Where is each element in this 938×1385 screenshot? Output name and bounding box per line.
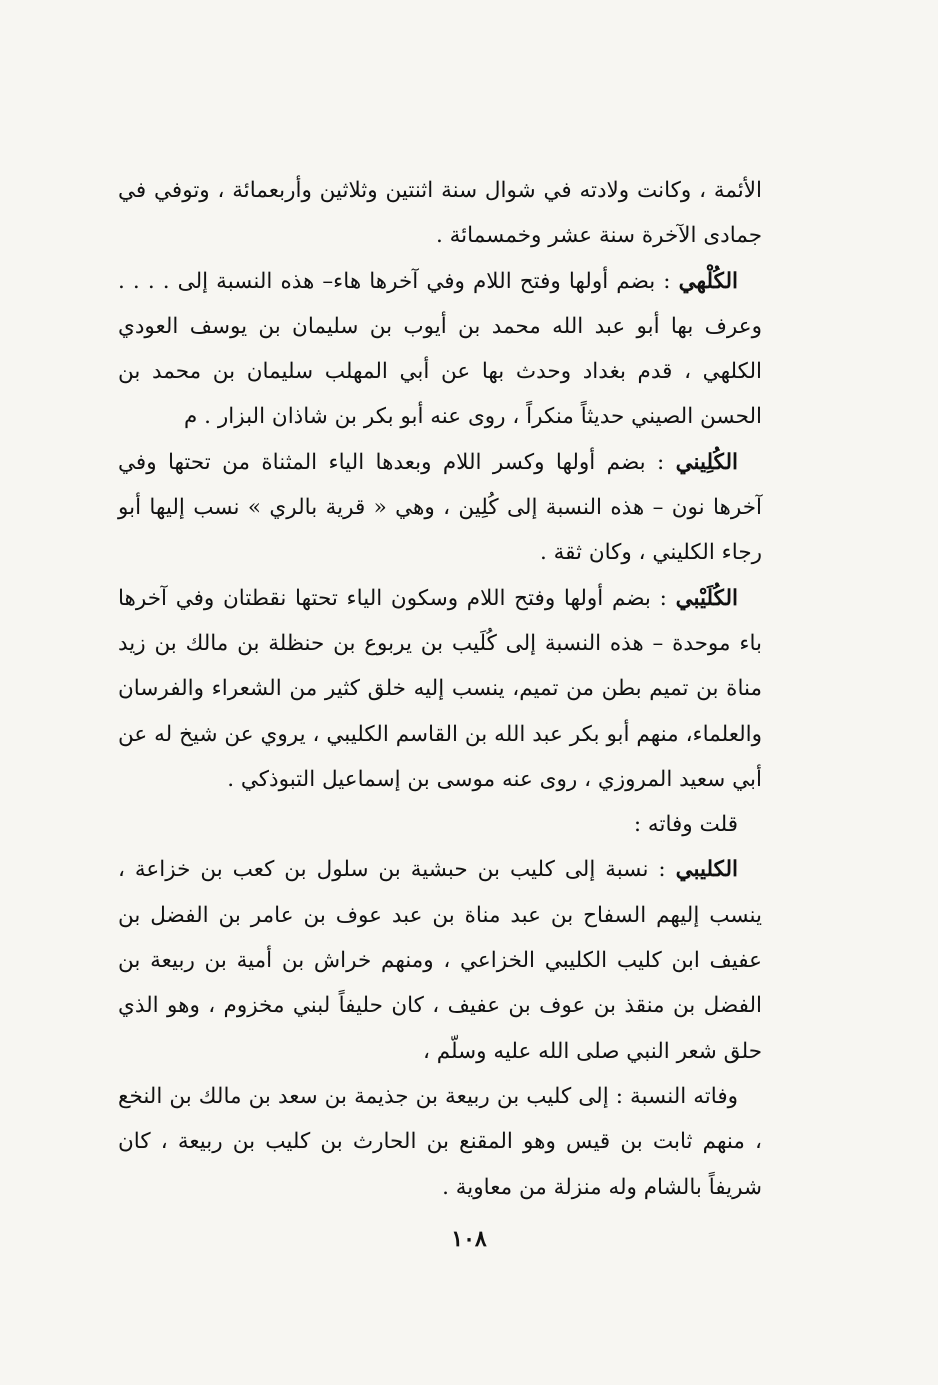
paragraph-continuation [118,168,762,259]
entry-headword: الكُلِيني [675,449,738,475]
entry-text: : بضم أولها وكسر اللام وبعدها الياء المثناة من تحتها وفي آخرها نون – هذه النسبة إلى كُلِين ، وهي « قرية بالري » نسب إليها أبو رجاء الكليني ، وكان ثقة . [118,449,762,566]
paragraph-text: قلت وفاته : [633,812,738,838]
entry-kulini [118,440,762,576]
paragraph-text: وفاته النسبة : إلى كليب بن ربيعة بن جذيمة بن سعد بن مالك بن النخع ، منهم ثابت بن قيس وهو المقنع بن الحارث بن كليب بن ربيعة ، كان شريفاً بالشام وله منزلة من معاوية . [118,1083,762,1200]
note-line [118,802,762,847]
entry-kulhi [118,259,762,440]
entry-kulaybi-khuzai [118,847,762,1073]
entry-kulaybi [118,576,762,802]
entry-text: : بضم أولها وفتح اللام وفي آخرها هاء– هذه النسبة إلى . . . . وعرف بها أبو عبد الله محمد بن أيوب بن سليمان بن يوسف العودي الكلهي ، قدم بغداد وحدث بها عن أبي المهلب سليمان بن محمد بن الحسن الصيني حديثاً منكراً ، روى عنه أبو بكر بن شاذان البزار . م [118,268,762,430]
entry-text: : نسبة إلى كليب بن حبشية بن سلول بن كعب بن خزاعة ، ينسب إليهم السفاح بن عبد مناة بن عبد عوف بن عامر بن الفضل بن عفيف ابن كليب الكليبي الخزاعي ، ومنهم خراش بن أمية بن ربيعة بن الفضل بن منقذ بن عوف بن عفيف ، كان حليفاً لبني مخزوم ، وهو الذي حلق شعر النبي صلى الله عليه وسلّم ، [118,857,762,1064]
paragraph-text: الأئمة ، وكانت ولادته في شوال سنة اثنتين وثلاثين وأربعمائة ، وتوفي في جمادى الآخرة سنة عشر وخمسمائة . [118,178,762,249]
page-number: ١٠٨ [451,1226,487,1252]
entry-headword: الكليبي [675,857,738,883]
entry-nakhai [118,1074,762,1210]
entry-headword: الكُلَيْبي [675,585,738,611]
entry-headword: الكُلْهي [678,268,738,294]
main-text [118,168,762,1210]
entry-text: : بضم أولها وفتح اللام وسكون الياء تحتها نقطتان وفي آخرها باء موحدة – هذه النسبة إلى كُلَيب بن يربوع بن حنظلة بن مالك بن زيد مناة بن تميم بطن من تميم، ينسب إليه خلق كثير من الشعراء والفرسان والعلماء، منهم أبو بكر عبد الله بن القاسم الكليبي ، يروي عن شيخ له عن أبي سعيد المروزي ، روى عنه موسى بن إسماعيل التبوذكي . [118,585,762,792]
